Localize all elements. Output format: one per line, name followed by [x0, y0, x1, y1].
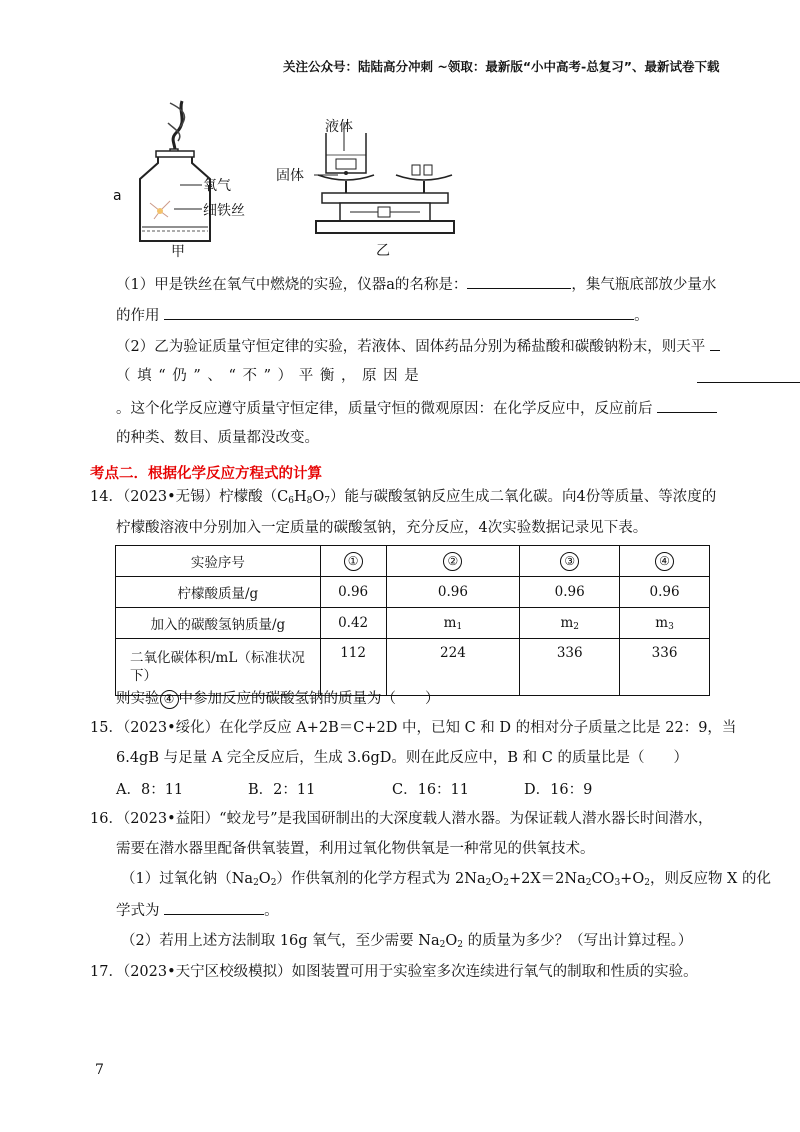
sub-2: 2 [503, 878, 509, 888]
q16-p1-a: （1）过氧化钠（Na [121, 871, 254, 887]
figure-jia-caption: 甲 [171, 244, 185, 260]
table-cell [620, 608, 710, 639]
table-cell [116, 639, 321, 696]
q13-part2-text-b: （ 填 “ 仍 ” 、 “ 不 ” ） 平 衡 ， 原 因 是 [116, 368, 420, 384]
q16-line2 [116, 839, 595, 859]
q16-p1-f: CO [591, 871, 615, 887]
q16-number: 16． [90, 811, 123, 827]
table-cell: 224 [386, 639, 520, 696]
q17-number: 17． [90, 964, 123, 980]
figure-jia-a-label: a [113, 188, 122, 204]
sub-2: 2 [644, 878, 650, 888]
table-row [116, 608, 710, 639]
q16-text-2: 需要在潜水器里配备供氧装置，利用过氧化物供氧是一种常见的供氧技术。 [116, 841, 595, 857]
q16-answer-blank-formula[interactable] [164, 900, 264, 915]
circled-number: ④ [160, 690, 179, 709]
sub-2: 2 [585, 878, 592, 888]
q16-source: （2023•益阳） [122, 811, 220, 827]
q13-part2-text-c: 。这个化学反应遵守质量守恒定律，质量守恒的微观原因：在化学反应中，反应前后 [116, 401, 653, 417]
q13-answer-blank-balance[interactable] [710, 336, 720, 351]
q14-text-c: O [312, 489, 325, 505]
q16-p2-c: 的质量为多少？（写出计算过程。） [462, 933, 693, 949]
table-cell-sub: 3 [668, 622, 674, 632]
q15-source: （2023•绥化） [122, 720, 220, 736]
q16-p1-h: ，则反应物 X 的化 [649, 871, 771, 887]
table-cell: 0.96 [620, 577, 710, 608]
table-cell: 0.96 [386, 577, 520, 608]
table-header-cell [620, 546, 710, 577]
sub-2: 2 [253, 878, 259, 888]
q15-choice-d[interactable]: D．16：9 [524, 782, 593, 798]
q14-ask-b: 中参加反应的碳酸氢钠的质量为（ ） [178, 691, 440, 707]
table-cell [386, 608, 520, 639]
q13-answer-blank-instrument[interactable] [467, 274, 571, 289]
q16-line1 [90, 809, 713, 829]
q16-p1-i: 学式为 [116, 903, 160, 919]
q14-sub-6: 6 [288, 496, 295, 506]
q14-text-b: H [294, 489, 307, 505]
table-cell: 336 [520, 639, 620, 696]
q14-source: （2023•无锡） [122, 489, 220, 505]
q15-choice-b[interactable]: B．2：11 [248, 782, 316, 798]
q13-part1-text-b: ，集气瓶底部放少量水 [571, 277, 717, 293]
q14-line1 [90, 487, 716, 507]
circled-number: ④ [655, 552, 674, 571]
table-header-cell [520, 546, 620, 577]
q13-part1-line1 [116, 274, 716, 295]
figure-yi-caption: 乙 [376, 243, 390, 259]
q15-line2 [116, 748, 688, 768]
table-row [116, 546, 710, 577]
table-cell-sub: 2 [573, 622, 579, 632]
table-cell: 加入的碳酸氢钠质量/g [116, 608, 321, 639]
circled-number: ② [443, 552, 462, 571]
table-row [116, 577, 710, 608]
q13-part2-text-a: （2）乙为验证质量守恒定律的实验，若液体、固体药品分别为稀盐酸和碳酸钠粉末，则天平 [116, 339, 706, 355]
q14-text-a: 柠檬酸（C [219, 489, 289, 505]
table-cell-m: m [655, 615, 669, 631]
q14-text-2: 柠檬酸溶液中分别加入一定质量的碳酸氢钠，充分反应，4次实验数据记录见下表。 [116, 520, 648, 536]
q17-source: （2023•天宁区校级模拟） [122, 964, 292, 980]
table-cell: 柠檬酸质量/g [116, 577, 321, 608]
q15-choice-c[interactable]: C．16：11 [392, 782, 469, 798]
table-cell: 0.96 [320, 577, 386, 608]
q14-text-d: ）能与碳酸氢钠反应生成二氧化碳。向4份等质量、等浓度的 [330, 489, 717, 505]
q14-ask-a: 则实验 [116, 691, 160, 707]
table-cell-m: m [443, 615, 457, 631]
table-cell: 336 [620, 639, 710, 696]
q13-part1-text-a: （1）甲是铁丝在氧气中燃烧的实验，仪器a的名称是： [116, 277, 468, 293]
table-cell: 0.96 [520, 577, 620, 608]
q16-p1-c: ）作供氧剂的化学方程式为 2Na [276, 871, 486, 887]
table-cell-text: 二氧化碳体积/mL（标准状况下） [130, 650, 305, 684]
q16-p2-b: O [445, 933, 458, 949]
q16-text-1: “蛟龙号”是我国研制出的大深度载人潜水器。为保证载人潜水器长时间潜水， [219, 811, 713, 827]
q13-part1-text-d: 。 [634, 308, 649, 324]
q16-p1-d: O [491, 871, 504, 887]
table-cell [520, 608, 620, 639]
q15-text-2: 6.4gB 与足量 A 完全反应后，生成 3.6gD。则在此反应中，B 和 C 的质量比是（ ） [116, 750, 688, 766]
table-header-cell [320, 546, 386, 577]
figure-yi-liquid-label: 液体 [325, 119, 353, 135]
q15-choice-a[interactable]: A．8：11 [116, 782, 184, 798]
q13-part2-line4 [116, 428, 319, 448]
q16-p1-j: 。 [264, 903, 279, 919]
q13-part2-line2 [116, 366, 420, 386]
sub-2: 2 [457, 940, 463, 950]
sub-2: 2 [439, 940, 446, 950]
q14-number: 14． [90, 489, 123, 505]
sub-3: 3 [614, 878, 621, 888]
figure-jia-wire-label: 细铁丝 [203, 203, 245, 219]
q17-text: 如图装置可用于实验室多次连续进行氧气的制取和性质的实验。 [291, 964, 698, 980]
figure-jia-iron-wire-combustion [110, 93, 260, 265]
q15-number: 15． [90, 720, 123, 736]
q14-line2 [116, 518, 647, 538]
sub-2: 2 [270, 878, 277, 888]
q14-sub-7: 7 [324, 496, 331, 506]
figure-jia-oxygen-label: 氧气 [203, 178, 231, 194]
q13-answer-blank-reason[interactable] [697, 368, 800, 383]
table-cell: 112 [320, 639, 386, 696]
q16-p1-g: +O [620, 871, 645, 887]
q13-part1-line2 [116, 305, 649, 326]
circled-number: ① [344, 552, 363, 571]
q14-sub-8: 8 [306, 496, 313, 506]
table-cell: 0.42 [320, 608, 386, 639]
q13-part2-line1 [116, 336, 720, 357]
q14-data-table [115, 545, 710, 696]
sub-2: 2 [485, 878, 492, 888]
table-row [116, 639, 710, 696]
q13-answer-blank-micro[interactable] [657, 398, 717, 413]
q16-p2-a: （2）若用上述方法制取 16g 氧气，至少需要 Na [121, 933, 440, 949]
q16-p1-e: +2X＝2Na [508, 871, 586, 887]
table-header-cell [386, 546, 520, 577]
figure-yi-solid-label: 固体 [276, 168, 304, 184]
q15-text-1: 在化学反应 A+2B＝C+2D 中，已知 C 和 D 的相对分子质量之比是 22：9，当 [219, 720, 737, 736]
page-number: 7 [95, 1062, 104, 1078]
table-cell-sub: 1 [456, 622, 463, 632]
q13-part2-line3 [116, 398, 717, 419]
q16-p1-b: O [258, 871, 271, 887]
q13-answer-blank-water-role[interactable] [164, 305, 634, 320]
q17-line [90, 962, 698, 982]
q13-part1-text-c: 的作用 [116, 308, 160, 324]
q16-part1-line1 [121, 869, 771, 889]
q15-line1 [90, 718, 736, 738]
circled-number: ③ [560, 552, 579, 571]
table-cell-m: m [560, 615, 574, 631]
page-header: 关注公众号：陆陆高分冲刺 ~领取：最新版“小中高考-总复习”、最新试卷下载 [283, 59, 720, 74]
table-header-cell: 实验序号 [116, 546, 321, 577]
q16-part1-line2 [116, 900, 279, 921]
q13-part2-text-d: 的种类、数目、质量都没改变。 [116, 430, 319, 446]
q16-part2-line [121, 931, 692, 951]
q14-question-line [116, 689, 440, 709]
section-title: 考点二．根据化学反应方程式的计算 [90, 466, 322, 482]
